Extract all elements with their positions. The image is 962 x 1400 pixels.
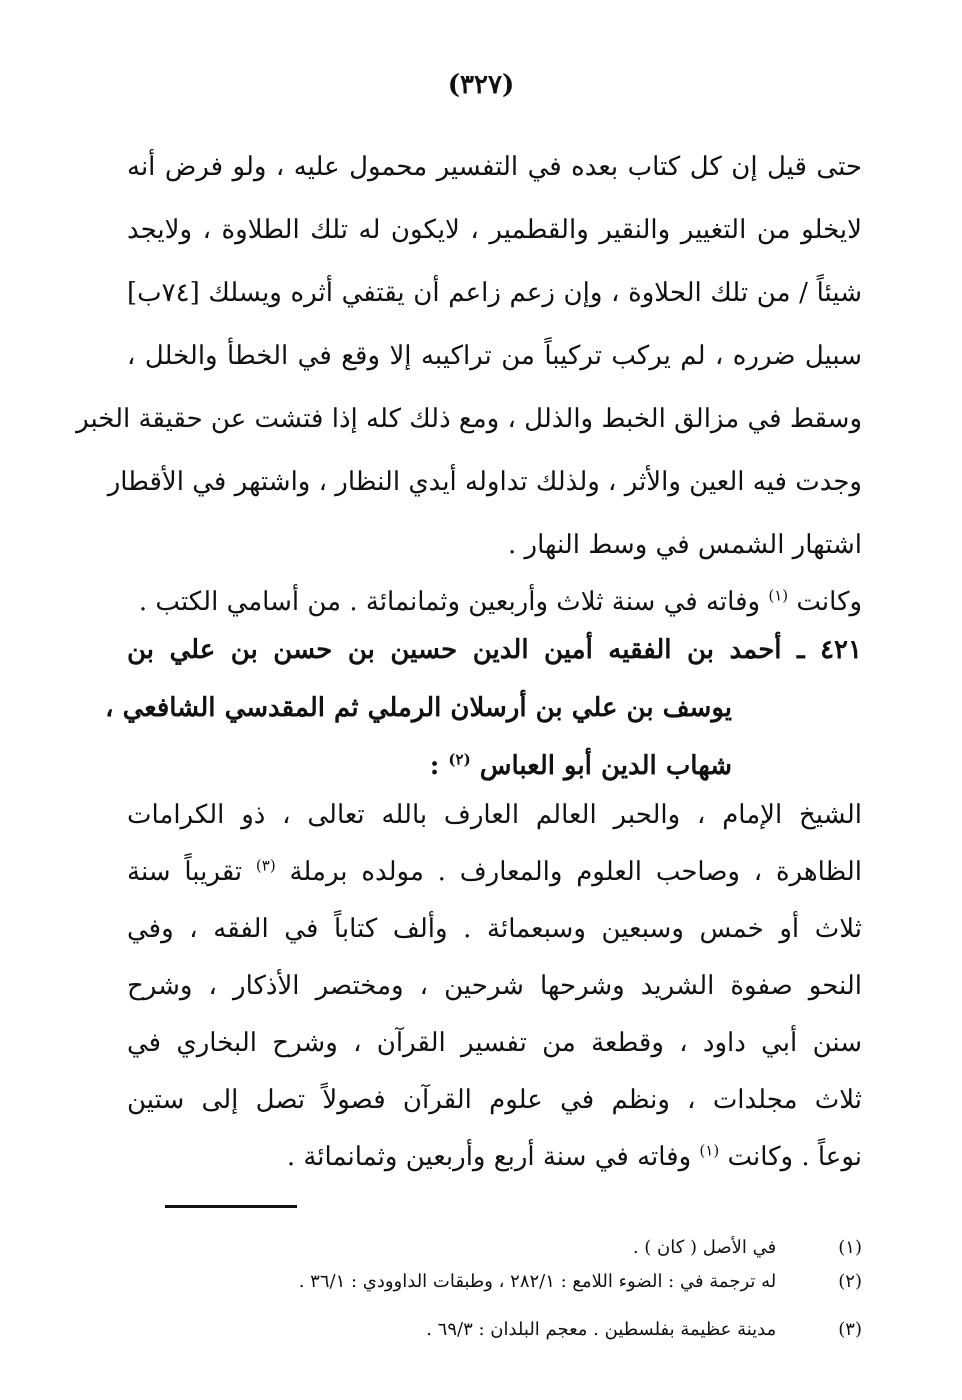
footnote-separator (165, 1205, 297, 1208)
text-segment: وفاته في سنة أربع وأربعين وثمانمائة . (286, 1142, 692, 1172)
footnote (127, 1312, 862, 1348)
footnote-text: له ترجمة في : الضوء اللامع : ٢٨٢/١ ، وطبقات الداوودي : ٣٦/١ . (298, 1271, 777, 1292)
footnote-number: (٣) (838, 1319, 862, 1340)
text-segment: تقريباً سنة (127, 857, 243, 887)
entry-421-body (127, 783, 862, 1193)
text-line (127, 1011, 862, 1075)
footnote-number: (١) (838, 1237, 862, 1258)
footnote-text: مدينة عظيمة بفلسطين . معجم البلدان : ٦٩/٣ . (426, 1319, 777, 1340)
heading-line (127, 618, 862, 682)
text-line: وجدت فيه العين والأثر ، ولذلك تداوله أيدي النظار ، واشتهر في الأقطار (107, 467, 862, 497)
text-segment: النحو صفوة الشريد وشرحها شرحين ، ومختصر الأذكار ، وشرح (127, 971, 862, 1001)
footnote-ref: (٣) (255, 856, 276, 875)
text-segment: ثلاث أو خمس وسبعين وسبعمائة . وألف كتاباً في الفقه ، وفي (127, 914, 862, 944)
text-line: حتى قيل إن كل كتاب بعده في التفسير محمول عليه ، ولو فرض أنه (127, 152, 862, 182)
footnote-number: (٢) (838, 1271, 862, 1292)
footnote-ref: (٢) (448, 750, 471, 769)
entry-number: ٤٢١ ـ (796, 635, 862, 665)
text-segment: الشيخ الإمام ، والحبر العالم العارف بالله تعالى ، ذو الكرامات (127, 800, 862, 830)
text-line: وسقط في مزالق الخبط والذلل ، ومع ذلك كله إذا فتشت عن حقيقة الخبر (76, 404, 862, 434)
text-line (127, 783, 862, 847)
text-line: سبيل ضرره ، لم يركب تركيباً من تراكيبه إلا وقع في الخطأ والخلل ، (127, 341, 862, 371)
death-line-after: وفاته في سنة ثلاث وأربعين وثمانمائة . من أسامي الكتب . (138, 587, 761, 617)
text-line (127, 897, 862, 961)
text-line (127, 954, 862, 1018)
paragraph-1 (76, 135, 862, 617)
text-line (127, 1068, 862, 1132)
text-line (127, 1125, 862, 1189)
footnote-ref: (١) (768, 586, 789, 605)
text-line: اشتهار الشمس في وسط النهار . (508, 530, 862, 560)
page-number: (٣٢٧) (447, 70, 515, 100)
text-segment: الظاهرة ، وصاحب العلوم والمعارف . مولده برملة (289, 857, 863, 887)
text-line: شيئاً / من تلك الحلاوة ، وإن زعم زاعم أن يقتفي أثره ويسلك [٧٤ب] (127, 278, 862, 308)
heading-colon: : (429, 751, 440, 781)
heading-line: يوسف بن علي بن أرسلان الرملي ثم المقدسي الشافعي ، (105, 693, 732, 723)
text-line: لايخلو من التغيير والنقير والقطمير ، لايكون له تلك الطلاوة ، ولايجد (127, 215, 862, 245)
text-segment: نوعاً . وكانت (727, 1142, 862, 1172)
text-segment: سنن أبي داود ، وقطعة من تفسير القرآن ، وشرح البخاري في (127, 1028, 862, 1058)
footnote (127, 1264, 862, 1300)
text-line (127, 840, 862, 904)
entry-421-heading (105, 618, 862, 808)
footnote-ref: (١) (699, 1141, 720, 1160)
text-segment: ثلاث مجلدات ، ونظم في علوم القرآن فصولاً تصل إلى ستين (127, 1085, 862, 1115)
death-line-before: وكانت (796, 587, 862, 617)
heading-text: أحمد بن الفقيه أمين الدين حسين بن حسن بن علي بن (127, 635, 782, 665)
footnote-text: في الأصل ( كان ) . (632, 1237, 777, 1258)
heading-text: شهاب الدين أبو العباس (479, 751, 732, 781)
footnote (127, 1230, 862, 1266)
